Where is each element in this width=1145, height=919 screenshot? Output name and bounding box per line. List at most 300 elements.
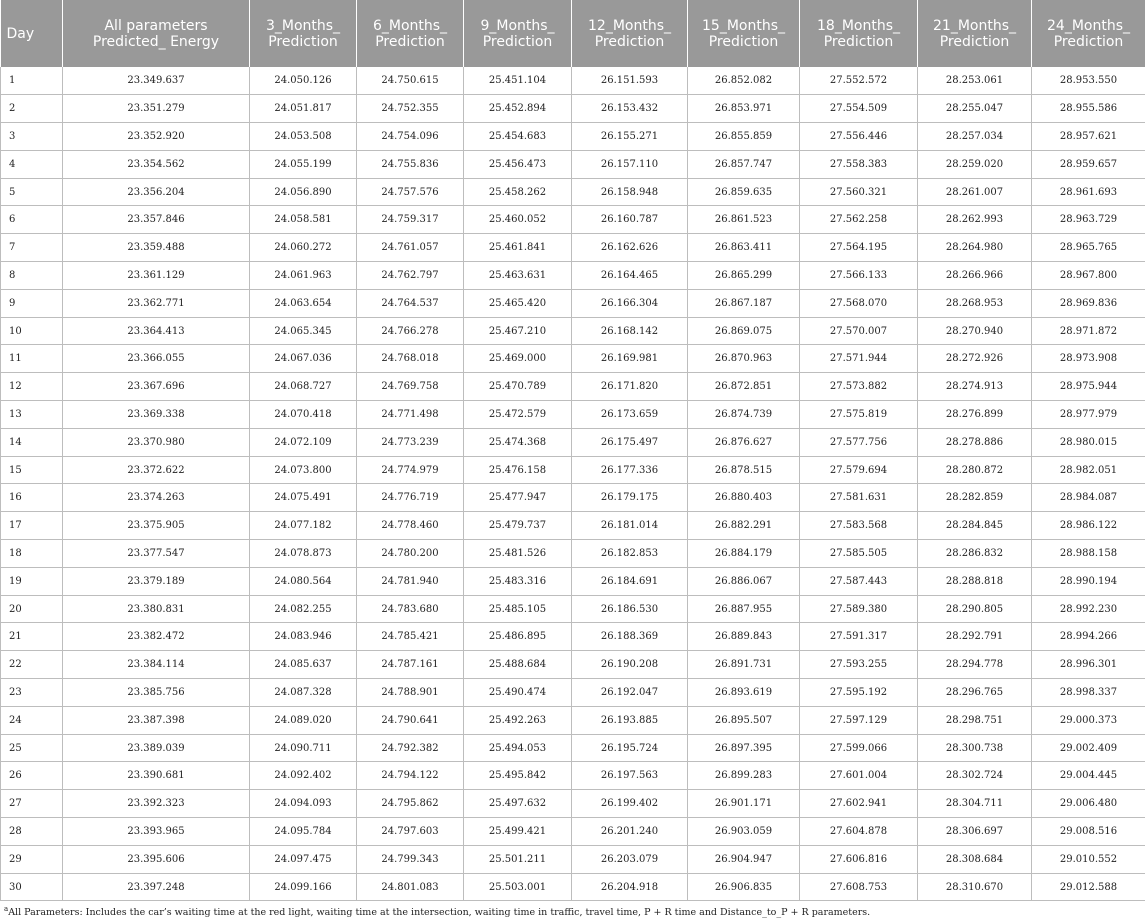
value-cell: 23.377.547 (63, 540, 250, 568)
value-cell: 24.063.654 (250, 289, 357, 317)
value-cell: 26.158.948 (572, 178, 688, 206)
value-cell: 28.282.859 (918, 484, 1032, 512)
value-cell: 23.356.204 (63, 178, 250, 206)
value-cell: 25.477.947 (464, 484, 572, 512)
column-header: 24_Months_ Prediction (1032, 0, 1145, 67)
value-cell: 23.397.248 (63, 873, 250, 901)
value-cell: 24.783.680 (357, 595, 464, 623)
value-cell: 28.953.550 (1032, 67, 1145, 95)
value-cell: 24.768.018 (357, 345, 464, 373)
table-row (1, 67, 1145, 95)
value-cell: 26.188.369 (572, 623, 688, 651)
column-header: 18_Months_ Prediction (800, 0, 918, 67)
value-cell: 24.781.940 (357, 567, 464, 595)
value-cell: 26.192.047 (572, 679, 688, 707)
value-cell: 26.171.820 (572, 373, 688, 401)
table-row (1, 845, 1145, 873)
value-cell: 26.884.179 (688, 540, 800, 568)
value-cell: 25.499.421 (464, 818, 572, 846)
value-cell: 27.585.505 (800, 540, 918, 568)
value-cell: 29.006.480 (1032, 790, 1145, 818)
day-cell: 19 (1, 567, 63, 595)
value-cell: 23.369.338 (63, 401, 250, 429)
value-cell: 26.861.523 (688, 206, 800, 234)
value-cell: 28.257.034 (918, 123, 1032, 151)
value-cell: 25.472.579 (464, 401, 572, 429)
value-cell: 26.155.271 (572, 123, 688, 151)
value-cell: 24.801.083 (357, 873, 464, 901)
value-cell: 26.904.947 (688, 845, 800, 873)
value-cell: 26.865.299 (688, 262, 800, 290)
value-cell: 26.197.563 (572, 762, 688, 790)
value-cell: 26.204.918 (572, 873, 688, 901)
value-cell: 24.075.491 (250, 484, 357, 512)
value-cell: 23.395.606 (63, 845, 250, 873)
column-header: 21_Months_ Prediction (918, 0, 1032, 67)
day-cell: 2 (1, 95, 63, 123)
value-cell: 25.452.894 (464, 95, 572, 123)
value-cell: 25.461.841 (464, 234, 572, 262)
table-row (1, 428, 1145, 456)
value-cell: 27.593.255 (800, 651, 918, 679)
value-cell: 26.852.082 (688, 67, 800, 95)
value-cell: 26.182.853 (572, 540, 688, 568)
value-cell: 24.080.564 (250, 567, 357, 595)
value-cell: 26.903.059 (688, 818, 800, 846)
value-cell: 25.490.474 (464, 679, 572, 707)
value-cell: 26.186.530 (572, 595, 688, 623)
value-cell: 27.560.321 (800, 178, 918, 206)
value-cell: 24.750.615 (357, 67, 464, 95)
column-header: All parameters Predicted_ Energy (63, 0, 250, 67)
value-cell: 28.998.337 (1032, 679, 1145, 707)
value-cell: 25.467.210 (464, 317, 572, 345)
value-cell: 24.792.382 (357, 734, 464, 762)
table-row (1, 818, 1145, 846)
table-row (1, 289, 1145, 317)
day-cell: 3 (1, 123, 63, 151)
value-cell: 23.375.905 (63, 512, 250, 540)
value-cell: 26.853.971 (688, 95, 800, 123)
value-cell: 26.901.171 (688, 790, 800, 818)
value-cell: 24.778.460 (357, 512, 464, 540)
value-cell: 28.990.194 (1032, 567, 1145, 595)
value-cell: 24.785.421 (357, 623, 464, 651)
value-cell: 27.602.941 (800, 790, 918, 818)
value-cell: 24.771.498 (357, 401, 464, 429)
value-cell: 26.169.981 (572, 345, 688, 373)
value-cell: 23.380.831 (63, 595, 250, 623)
table-row (1, 595, 1145, 623)
value-cell: 26.153.432 (572, 95, 688, 123)
value-cell: 27.562.258 (800, 206, 918, 234)
day-cell: 8 (1, 262, 63, 290)
value-cell: 26.863.411 (688, 234, 800, 262)
value-cell: 25.470.789 (464, 373, 572, 401)
value-cell: 28.290.805 (918, 595, 1032, 623)
value-cell: 24.068.727 (250, 373, 357, 401)
value-cell: 25.501.211 (464, 845, 572, 873)
value-cell: 23.367.696 (63, 373, 250, 401)
value-cell: 28.268.953 (918, 289, 1032, 317)
table-body (1, 67, 1145, 901)
value-cell: 26.874.739 (688, 401, 800, 429)
value-cell: 23.390.681 (63, 762, 250, 790)
value-cell: 28.266.966 (918, 262, 1032, 290)
value-cell: 26.882.291 (688, 512, 800, 540)
value-cell: 27.573.882 (800, 373, 918, 401)
value-cell: 26.164.465 (572, 262, 688, 290)
value-cell: 25.492.263 (464, 706, 572, 734)
value-cell: 28.969.836 (1032, 289, 1145, 317)
value-cell: 23.351.279 (63, 95, 250, 123)
value-cell: 28.959.657 (1032, 150, 1145, 178)
value-cell: 28.253.061 (918, 67, 1032, 95)
table-row (1, 651, 1145, 679)
day-cell: 10 (1, 317, 63, 345)
value-cell: 27.604.878 (800, 818, 918, 846)
value-cell: 25.488.684 (464, 651, 572, 679)
column-header: 9_Months_ Prediction (464, 0, 572, 67)
table-row (1, 706, 1145, 734)
value-cell: 24.774.979 (357, 456, 464, 484)
value-cell: 25.458.262 (464, 178, 572, 206)
value-cell: 27.556.446 (800, 123, 918, 151)
value-cell: 28.975.944 (1032, 373, 1145, 401)
value-cell: 26.889.843 (688, 623, 800, 651)
value-cell: 26.870.963 (688, 345, 800, 373)
column-header: Day (1, 0, 63, 67)
value-cell: 24.788.901 (357, 679, 464, 707)
value-cell: 25.465.420 (464, 289, 572, 317)
value-cell: 26.190.208 (572, 651, 688, 679)
value-cell: 25.479.737 (464, 512, 572, 540)
value-cell: 28.300.738 (918, 734, 1032, 762)
value-cell: 26.891.731 (688, 651, 800, 679)
value-cell: 24.755.836 (357, 150, 464, 178)
value-cell: 25.503.001 (464, 873, 572, 901)
value-cell: 26.887.955 (688, 595, 800, 623)
day-cell: 6 (1, 206, 63, 234)
value-cell: 24.776.719 (357, 484, 464, 512)
value-cell: 25.454.683 (464, 123, 572, 151)
value-cell: 24.072.109 (250, 428, 357, 456)
column-header: 15_Months_ Prediction (688, 0, 800, 67)
value-cell: 28.980.015 (1032, 428, 1145, 456)
value-cell: 26.857.747 (688, 150, 800, 178)
value-cell: 24.078.873 (250, 540, 357, 568)
value-cell: 26.880.403 (688, 484, 800, 512)
value-cell: 28.996.301 (1032, 651, 1145, 679)
table-row (1, 623, 1145, 651)
day-cell: 29 (1, 845, 63, 873)
value-cell: 25.451.104 (464, 67, 572, 95)
table-row (1, 317, 1145, 345)
value-cell: 29.008.516 (1032, 818, 1145, 846)
value-cell: 24.099.166 (250, 873, 357, 901)
value-cell: 28.272.926 (918, 345, 1032, 373)
value-cell: 24.060.272 (250, 234, 357, 262)
value-cell: 28.276.899 (918, 401, 1032, 429)
value-cell: 28.957.621 (1032, 123, 1145, 151)
table-row (1, 512, 1145, 540)
value-cell: 24.780.200 (357, 540, 464, 568)
value-cell: 23.359.488 (63, 234, 250, 262)
value-cell: 28.308.684 (918, 845, 1032, 873)
value-cell: 26.872.851 (688, 373, 800, 401)
value-cell: 23.362.771 (63, 289, 250, 317)
table-row (1, 484, 1145, 512)
value-cell: 24.085.637 (250, 651, 357, 679)
table-row (1, 123, 1145, 151)
value-cell: 26.878.515 (688, 456, 800, 484)
value-cell: 26.177.336 (572, 456, 688, 484)
value-cell: 28.955.586 (1032, 95, 1145, 123)
day-cell: 13 (1, 401, 63, 429)
table-header-row (1, 0, 1145, 67)
value-cell: 23.392.323 (63, 790, 250, 818)
value-cell: 28.296.765 (918, 679, 1032, 707)
value-cell: 28.986.122 (1032, 512, 1145, 540)
value-cell: 25.483.316 (464, 567, 572, 595)
value-cell: 27.579.694 (800, 456, 918, 484)
value-cell: 24.759.317 (357, 206, 464, 234)
day-cell: 18 (1, 540, 63, 568)
value-cell: 28.973.908 (1032, 345, 1145, 373)
value-cell: 25.485.105 (464, 595, 572, 623)
table-row (1, 540, 1145, 568)
value-cell: 26.160.787 (572, 206, 688, 234)
value-cell: 23.354.562 (63, 150, 250, 178)
value-cell: 27.571.944 (800, 345, 918, 373)
table-row (1, 95, 1145, 123)
value-cell: 23.374.263 (63, 484, 250, 512)
value-cell: 24.795.862 (357, 790, 464, 818)
value-cell: 23.352.920 (63, 123, 250, 151)
value-cell: 28.264.980 (918, 234, 1032, 262)
value-cell: 23.370.980 (63, 428, 250, 456)
value-cell: 27.568.070 (800, 289, 918, 317)
value-cell: 24.058.581 (250, 206, 357, 234)
value-cell: 25.486.895 (464, 623, 572, 651)
table-row (1, 345, 1145, 373)
value-cell: 25.469.000 (464, 345, 572, 373)
table-row (1, 373, 1145, 401)
day-cell: 16 (1, 484, 63, 512)
value-cell: 26.193.885 (572, 706, 688, 734)
value-cell: 28.994.266 (1032, 623, 1145, 651)
value-cell: 27.591.317 (800, 623, 918, 651)
value-cell: 28.280.872 (918, 456, 1032, 484)
value-cell: 28.274.913 (918, 373, 1032, 401)
value-cell: 27.587.443 (800, 567, 918, 595)
day-cell: 30 (1, 873, 63, 901)
value-cell: 26.859.635 (688, 178, 800, 206)
value-cell: 26.869.075 (688, 317, 800, 345)
footnote-text: All Parameters: Includes the car’s waiting time at the red light, waiting time at the intersection, waiting time in traffic, travel time, P + R time and Distance_to_P + R parameters. (8, 907, 871, 919)
value-cell: 23.379.189 (63, 567, 250, 595)
value-cell: 27.564.195 (800, 234, 918, 262)
value-cell: 27.601.004 (800, 762, 918, 790)
value-cell: 25.463.631 (464, 262, 572, 290)
value-cell: 26.162.626 (572, 234, 688, 262)
value-cell: 26.195.724 (572, 734, 688, 762)
value-cell: 24.065.345 (250, 317, 357, 345)
value-cell: 27.566.133 (800, 262, 918, 290)
table-row (1, 456, 1145, 484)
value-cell: 26.184.691 (572, 567, 688, 595)
value-cell: 27.554.509 (800, 95, 918, 123)
value-cell: 26.867.187 (688, 289, 800, 317)
value-cell: 28.982.051 (1032, 456, 1145, 484)
value-cell: 24.769.758 (357, 373, 464, 401)
value-cell: 24.752.355 (357, 95, 464, 123)
value-cell: 24.073.800 (250, 456, 357, 484)
value-cell: 28.294.778 (918, 651, 1032, 679)
day-cell: 12 (1, 373, 63, 401)
day-cell: 5 (1, 178, 63, 206)
value-cell: 26.201.240 (572, 818, 688, 846)
value-cell: 26.179.175 (572, 484, 688, 512)
value-cell: 24.053.508 (250, 123, 357, 151)
value-cell: 28.988.158 (1032, 540, 1145, 568)
value-cell: 24.095.784 (250, 818, 357, 846)
value-cell: 23.393.965 (63, 818, 250, 846)
table-row (1, 234, 1145, 262)
value-cell: 28.965.765 (1032, 234, 1145, 262)
day-cell: 28 (1, 818, 63, 846)
value-cell: 26.899.283 (688, 762, 800, 790)
day-cell: 15 (1, 456, 63, 484)
value-cell: 27.583.568 (800, 512, 918, 540)
value-cell: 24.762.797 (357, 262, 464, 290)
day-cell: 1 (1, 67, 63, 95)
day-cell: 17 (1, 512, 63, 540)
day-cell: 23 (1, 679, 63, 707)
value-cell: 28.963.729 (1032, 206, 1145, 234)
value-cell: 28.971.872 (1032, 317, 1145, 345)
value-cell: 25.494.053 (464, 734, 572, 762)
value-cell: 24.077.182 (250, 512, 357, 540)
value-cell: 23.361.129 (63, 262, 250, 290)
value-cell: 24.787.161 (357, 651, 464, 679)
column-header: 3_Months_ Prediction (250, 0, 357, 67)
value-cell: 25.497.632 (464, 790, 572, 818)
day-cell: 7 (1, 234, 63, 262)
value-cell: 24.754.096 (357, 123, 464, 151)
value-cell: 27.608.753 (800, 873, 918, 901)
day-cell: 4 (1, 150, 63, 178)
value-cell: 28.284.845 (918, 512, 1032, 540)
table-row (1, 150, 1145, 178)
value-cell: 28.977.979 (1032, 401, 1145, 429)
value-cell: 27.552.572 (800, 67, 918, 95)
value-cell: 24.061.963 (250, 262, 357, 290)
day-cell: 26 (1, 762, 63, 790)
value-cell: 24.050.126 (250, 67, 357, 95)
value-cell: 28.310.670 (918, 873, 1032, 901)
value-cell: 25.460.052 (464, 206, 572, 234)
value-cell: 23.349.637 (63, 67, 250, 95)
value-cell: 26.166.304 (572, 289, 688, 317)
value-cell: 29.012.588 (1032, 873, 1145, 901)
value-cell: 24.799.343 (357, 845, 464, 873)
value-cell: 24.761.057 (357, 234, 464, 262)
value-cell: 27.597.129 (800, 706, 918, 734)
value-cell: 24.070.418 (250, 401, 357, 429)
value-cell: 23.389.039 (63, 734, 250, 762)
value-cell: 28.288.818 (918, 567, 1032, 595)
value-cell: 24.087.328 (250, 679, 357, 707)
value-cell: 24.090.711 (250, 734, 357, 762)
table-row (1, 679, 1145, 707)
value-cell: 23.372.622 (63, 456, 250, 484)
table-row (1, 178, 1145, 206)
value-cell: 28.270.940 (918, 317, 1032, 345)
value-cell: 26.895.507 (688, 706, 800, 734)
value-cell: 26.897.395 (688, 734, 800, 762)
value-cell: 26.893.619 (688, 679, 800, 707)
day-cell: 25 (1, 734, 63, 762)
table-row (1, 790, 1145, 818)
value-cell: 24.766.278 (357, 317, 464, 345)
value-cell: 28.259.020 (918, 150, 1032, 178)
value-cell: 26.855.859 (688, 123, 800, 151)
table-row (1, 262, 1145, 290)
value-cell: 28.286.832 (918, 540, 1032, 568)
value-cell: 28.255.047 (918, 95, 1032, 123)
value-cell: 26.173.659 (572, 401, 688, 429)
table-footnote (4, 905, 870, 918)
table-row (1, 873, 1145, 901)
value-cell: 25.476.158 (464, 456, 572, 484)
value-cell: 24.757.576 (357, 178, 464, 206)
day-cell: 24 (1, 706, 63, 734)
value-cell: 27.589.380 (800, 595, 918, 623)
value-cell: 26.203.079 (572, 845, 688, 873)
value-cell: 28.261.007 (918, 178, 1032, 206)
value-cell: 24.067.036 (250, 345, 357, 373)
value-cell: 25.495.842 (464, 762, 572, 790)
value-cell: 24.773.239 (357, 428, 464, 456)
value-cell: 28.304.711 (918, 790, 1032, 818)
value-cell: 23.384.114 (63, 651, 250, 679)
value-cell: 27.570.007 (800, 317, 918, 345)
value-cell: 23.366.055 (63, 345, 250, 373)
value-cell: 26.168.142 (572, 317, 688, 345)
value-cell: 26.876.627 (688, 428, 800, 456)
value-cell: 27.575.819 (800, 401, 918, 429)
value-cell: 26.181.014 (572, 512, 688, 540)
value-cell: 24.794.122 (357, 762, 464, 790)
table-row (1, 734, 1145, 762)
value-cell: 26.151.593 (572, 67, 688, 95)
table-row (1, 567, 1145, 595)
value-cell: 28.306.697 (918, 818, 1032, 846)
value-cell: 27.606.816 (800, 845, 918, 873)
value-cell: 29.000.373 (1032, 706, 1145, 734)
value-cell: 24.797.603 (357, 818, 464, 846)
day-cell: 11 (1, 345, 63, 373)
value-cell: 29.002.409 (1032, 734, 1145, 762)
day-cell: 21 (1, 623, 63, 651)
value-cell: 25.481.526 (464, 540, 572, 568)
value-cell: 28.967.800 (1032, 262, 1145, 290)
value-cell: 27.595.192 (800, 679, 918, 707)
day-cell: 27 (1, 790, 63, 818)
value-cell: 28.262.993 (918, 206, 1032, 234)
value-cell: 28.298.751 (918, 706, 1032, 734)
